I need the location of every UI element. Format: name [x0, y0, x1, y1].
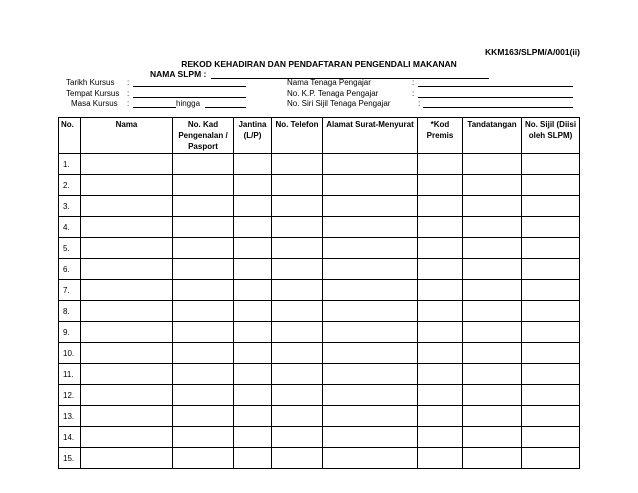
- jantina-cell[interactable]: [234, 217, 272, 238]
- alamat-cell[interactable]: [323, 448, 418, 469]
- nama-cell[interactable]: [81, 280, 173, 301]
- no-kad-cell[interactable]: [173, 217, 234, 238]
- table-row: [59, 364, 580, 385]
- masa-kursus-label: Masa Kursus: [71, 99, 118, 108]
- jantina-cell[interactable]: [234, 364, 272, 385]
- kod-premis-cell[interactable]: [418, 427, 463, 448]
- kod-premis-cell[interactable]: [418, 301, 463, 322]
- nama-cell[interactable]: [81, 175, 173, 196]
- no-sijil-cell[interactable]: [522, 301, 580, 322]
- nama-cell[interactable]: [81, 301, 173, 322]
- no-kad-cell[interactable]: [173, 175, 234, 196]
- tandatangan-cell[interactable]: [463, 406, 522, 427]
- kod-premis-cell[interactable]: [418, 343, 463, 364]
- row-number: 6.: [59, 259, 81, 280]
- telefon-cell[interactable]: [272, 406, 323, 427]
- telefon-cell[interactable]: [272, 301, 323, 322]
- nama-cell[interactable]: [81, 343, 173, 364]
- tandatangan-cell[interactable]: [463, 322, 522, 343]
- no-sijil-cell[interactable]: [522, 406, 580, 427]
- alamat-cell[interactable]: [323, 238, 418, 259]
- no-sijil-cell[interactable]: [522, 196, 580, 217]
- kod-premis-cell[interactable]: [418, 238, 463, 259]
- tandatangan-cell[interactable]: [463, 448, 522, 469]
- nama-pengajar-colon: :: [412, 78, 415, 87]
- alamat-cell[interactable]: [323, 322, 418, 343]
- no-sijil-cell[interactable]: [522, 385, 580, 406]
- no-kad-cell[interactable]: [173, 364, 234, 385]
- row-number: 12.: [59, 385, 81, 406]
- row-number: 10.: [59, 343, 81, 364]
- jantina-cell[interactable]: [234, 406, 272, 427]
- tandatangan-cell[interactable]: [463, 385, 522, 406]
- jantina-cell[interactable]: [234, 427, 272, 448]
- jantina-cell[interactable]: [234, 238, 272, 259]
- row-number: 3.: [59, 196, 81, 217]
- telefon-cell[interactable]: [272, 154, 323, 175]
- telefon-cell[interactable]: [272, 280, 323, 301]
- telefon-cell[interactable]: [272, 343, 323, 364]
- tempat-kursus-line[interactable]: [133, 97, 246, 98]
- jantina-cell[interactable]: [234, 343, 272, 364]
- table-row: [59, 406, 580, 427]
- nama-pengajar-line[interactable]: [418, 86, 573, 87]
- tandatangan-cell[interactable]: [463, 259, 522, 280]
- no-kad-cell[interactable]: [173, 196, 234, 217]
- alamat-cell[interactable]: [323, 427, 418, 448]
- no-kad-cell[interactable]: [173, 280, 234, 301]
- kod-premis-cell[interactable]: [418, 385, 463, 406]
- header-jantina: Jantina (L/P): [234, 118, 272, 154]
- tandatangan-cell[interactable]: [463, 301, 522, 322]
- table-row: [59, 322, 580, 343]
- table-row: [59, 175, 580, 196]
- header-alamat: Alamat Surat-Menyurat: [323, 118, 418, 154]
- table-row: [59, 238, 580, 259]
- tandatangan-cell[interactable]: [463, 217, 522, 238]
- form-title: REKOD KEHADIRAN DAN PENDAFTARAN PENGENDALI MAKANAN: [181, 59, 457, 69]
- nama-cell[interactable]: [81, 259, 173, 280]
- telefon-cell[interactable]: [272, 385, 323, 406]
- kod-premis-cell[interactable]: [418, 217, 463, 238]
- form-code: KKM163/SLPM/A/001(ii): [485, 47, 580, 57]
- header-kod-premis: *Kod Premis: [418, 118, 463, 154]
- alamat-cell[interactable]: [323, 364, 418, 385]
- no-sijil-cell[interactable]: [522, 259, 580, 280]
- kod-premis-cell[interactable]: [418, 196, 463, 217]
- alamat-cell[interactable]: [323, 343, 418, 364]
- alamat-cell[interactable]: [323, 385, 418, 406]
- row-number: 8.: [59, 301, 81, 322]
- no-sijil-cell[interactable]: [522, 364, 580, 385]
- header-no-sijil: No. Sijil (Diisi oleh SLPM): [522, 118, 580, 154]
- kod-premis-cell[interactable]: [418, 364, 463, 385]
- jantina-cell[interactable]: [234, 175, 272, 196]
- tandatangan-cell[interactable]: [463, 280, 522, 301]
- row-number: 13.: [59, 406, 81, 427]
- row-number: 2.: [59, 175, 81, 196]
- nama-cell[interactable]: [81, 217, 173, 238]
- table-header-row: [59, 118, 580, 154]
- row-number: 7.: [59, 280, 81, 301]
- no-kad-cell[interactable]: [173, 427, 234, 448]
- table-row: [59, 217, 580, 238]
- nama-cell[interactable]: [81, 385, 173, 406]
- siri-sijil-colon: :: [418, 99, 421, 108]
- tarikh-kursus-colon: :: [127, 78, 130, 87]
- kp-pengajar-line[interactable]: [418, 97, 573, 98]
- alamat-cell[interactable]: [323, 406, 418, 427]
- row-number: 4.: [59, 217, 81, 238]
- tandatangan-cell[interactable]: [463, 238, 522, 259]
- no-sijil-cell[interactable]: [522, 238, 580, 259]
- no-sijil-cell[interactable]: [522, 280, 580, 301]
- nama-cell[interactable]: [81, 196, 173, 217]
- kod-premis-cell[interactable]: [418, 406, 463, 427]
- kp-pengajar-colon: :: [412, 89, 415, 98]
- telefon-cell[interactable]: [272, 238, 323, 259]
- telefon-cell[interactable]: [272, 175, 323, 196]
- tandatangan-cell[interactable]: [463, 343, 522, 364]
- table-row: [59, 301, 580, 322]
- jantina-cell[interactable]: [234, 259, 272, 280]
- no-kad-cell[interactable]: [173, 322, 234, 343]
- kod-premis-cell[interactable]: [418, 322, 463, 343]
- hingga-label: hingga: [176, 99, 201, 108]
- jantina-cell[interactable]: [234, 301, 272, 322]
- telefon-cell[interactable]: [272, 196, 323, 217]
- nama-cell[interactable]: [81, 406, 173, 427]
- no-sijil-cell[interactable]: [522, 175, 580, 196]
- kod-premis-cell[interactable]: [418, 175, 463, 196]
- header-nama: Nama: [81, 118, 173, 154]
- nama-pengajar-label: Nama Tenaga Pengajar: [287, 78, 371, 87]
- telefon-cell[interactable]: [272, 217, 323, 238]
- no-sijil-cell[interactable]: [522, 427, 580, 448]
- slpm-label: NAMA SLPM :: [150, 69, 207, 79]
- row-number: 14.: [59, 427, 81, 448]
- no-kad-cell[interactable]: [173, 343, 234, 364]
- nama-cell[interactable]: [81, 448, 173, 469]
- masa-kursus-colon: :: [127, 99, 130, 108]
- table-row: [59, 259, 580, 280]
- alamat-cell[interactable]: [323, 301, 418, 322]
- nama-cell[interactable]: [81, 427, 173, 448]
- tandatangan-cell[interactable]: [463, 154, 522, 175]
- no-sijil-cell[interactable]: [522, 448, 580, 469]
- tandatangan-cell[interactable]: [463, 364, 522, 385]
- header-no: No.: [59, 118, 81, 154]
- siri-sijil-label: No. Siri Sijil Tenaga Pengajar: [287, 99, 391, 108]
- alamat-cell[interactable]: [323, 259, 418, 280]
- alamat-cell[interactable]: [323, 175, 418, 196]
- table-row: [59, 385, 580, 406]
- no-kad-cell[interactable]: [173, 301, 234, 322]
- tarikh-kursus-line[interactable]: [133, 86, 246, 87]
- telefon-cell[interactable]: [272, 448, 323, 469]
- masa-tamat-line[interactable]: [205, 107, 246, 108]
- nama-cell[interactable]: [81, 238, 173, 259]
- nama-cell[interactable]: [81, 364, 173, 385]
- no-sijil-cell[interactable]: [522, 322, 580, 343]
- kod-premis-cell[interactable]: [418, 259, 463, 280]
- alamat-cell[interactable]: [323, 217, 418, 238]
- kod-premis-cell[interactable]: [418, 280, 463, 301]
- kp-pengajar-label: No. K.P. Tenaga Pengajar: [287, 89, 379, 98]
- alamat-cell[interactable]: [323, 154, 418, 175]
- tandatangan-cell[interactable]: [463, 196, 522, 217]
- jantina-cell[interactable]: [234, 322, 272, 343]
- jantina-cell[interactable]: [234, 196, 272, 217]
- table-row: [59, 280, 580, 301]
- no-kad-cell[interactable]: [173, 259, 234, 280]
- telefon-cell[interactable]: [272, 364, 323, 385]
- telefon-cell[interactable]: [272, 259, 323, 280]
- jantina-cell[interactable]: [234, 154, 272, 175]
- header-telefon: No. Telefon: [272, 118, 323, 154]
- table-row: [59, 427, 580, 448]
- alamat-cell[interactable]: [323, 196, 418, 217]
- tarikh-kursus-label: Tarikh Kursus: [66, 78, 115, 87]
- table-row: [59, 154, 580, 175]
- header-no-kad: No. Kad Pengenalan / Pasport: [173, 118, 234, 154]
- jantina-cell[interactable]: [234, 385, 272, 406]
- row-number: 1.: [59, 154, 81, 175]
- masa-mula-line[interactable]: [133, 107, 176, 108]
- attendance-table: [58, 117, 580, 469]
- telefon-cell[interactable]: [272, 322, 323, 343]
- tempat-kursus-label: Tempat Kursus: [66, 89, 120, 98]
- kod-premis-cell[interactable]: [418, 154, 463, 175]
- row-number: 5.: [59, 238, 81, 259]
- tempat-kursus-colon: :: [127, 89, 130, 98]
- table-row: [59, 343, 580, 364]
- nama-cell[interactable]: [81, 322, 173, 343]
- no-sijil-cell[interactable]: [522, 154, 580, 175]
- no-kad-cell[interactable]: [173, 238, 234, 259]
- table-row: [59, 196, 580, 217]
- no-sijil-cell[interactable]: [522, 217, 580, 238]
- header-tandatangan: Tandatangan: [463, 118, 522, 154]
- jantina-cell[interactable]: [234, 448, 272, 469]
- no-kad-cell[interactable]: [173, 385, 234, 406]
- alamat-cell[interactable]: [323, 280, 418, 301]
- no-kad-cell[interactable]: [173, 406, 234, 427]
- siri-sijil-line[interactable]: [423, 107, 573, 108]
- row-number: 9.: [59, 322, 81, 343]
- nama-cell[interactable]: [81, 154, 173, 175]
- jantina-cell[interactable]: [234, 280, 272, 301]
- no-sijil-cell[interactable]: [522, 343, 580, 364]
- row-number: 15.: [59, 448, 81, 469]
- tandatangan-cell[interactable]: [463, 427, 522, 448]
- tandatangan-cell[interactable]: [463, 175, 522, 196]
- no-kad-cell[interactable]: [173, 448, 234, 469]
- no-kad-cell[interactable]: [173, 154, 234, 175]
- telefon-cell[interactable]: [272, 427, 323, 448]
- table-row: [59, 448, 580, 469]
- row-number: 11.: [59, 364, 81, 385]
- kod-premis-cell[interactable]: [418, 448, 463, 469]
